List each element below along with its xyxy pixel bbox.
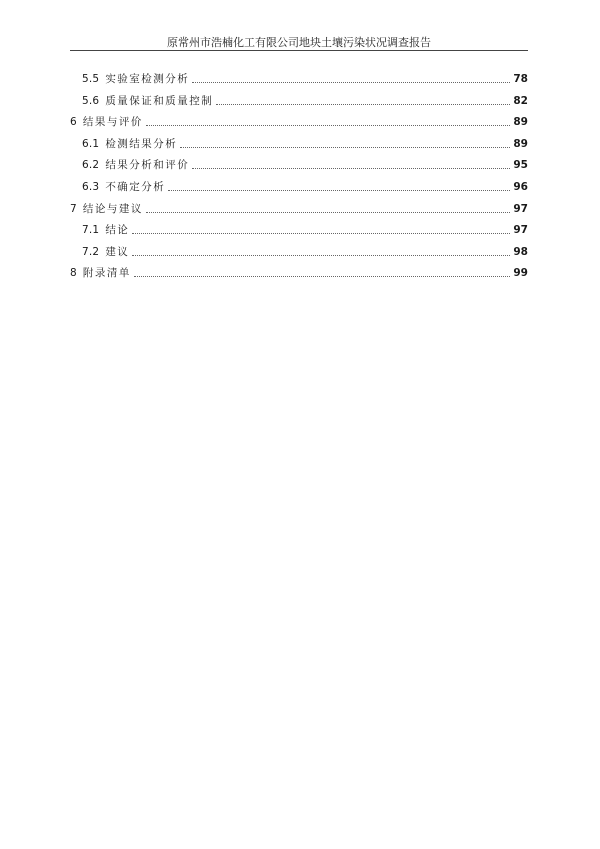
toc-entry-page-number: 97 bbox=[513, 202, 528, 215]
toc-entry-number: 5.5 bbox=[82, 73, 100, 85]
toc-entry-page-number: 96 bbox=[513, 181, 528, 193]
toc-entry[interactable] bbox=[82, 133, 528, 151]
toc-entry-number: 6.3 bbox=[82, 181, 100, 193]
toc-entry-title: 质量保证和质量控制 bbox=[105, 94, 214, 107]
toc-entry-title: 建议 bbox=[105, 245, 130, 258]
header-divider bbox=[70, 50, 528, 51]
toc-entry-page-number: 98 bbox=[513, 245, 528, 258]
toc-entry-number: 7.1 bbox=[82, 224, 100, 237]
toc-entry-title: 结论与建议 bbox=[82, 202, 143, 215]
toc-entry[interactable] bbox=[70, 198, 528, 216]
toc-leader-dots bbox=[192, 81, 510, 83]
toc-entry-number: 7.2 bbox=[82, 245, 100, 258]
toc-entry[interactable] bbox=[82, 68, 528, 86]
toc-entry[interactable] bbox=[82, 90, 528, 108]
toc-leader-dots bbox=[132, 232, 510, 234]
toc-entry[interactable] bbox=[82, 176, 528, 194]
toc-entry-page-number: 99 bbox=[513, 267, 528, 280]
toc-leader-dots bbox=[192, 167, 510, 169]
toc-entry-number: 5.6 bbox=[82, 94, 100, 107]
toc-entry-page-number: 97 bbox=[513, 224, 528, 237]
toc-entry-title: 检测结果分析 bbox=[105, 137, 178, 150]
toc-leader-dots bbox=[180, 146, 510, 148]
toc-entry-number: 7 bbox=[70, 202, 77, 215]
toc-leader-dots bbox=[168, 189, 510, 191]
toc-entry-number: 8 bbox=[70, 267, 77, 280]
toc-entry-title: 结果与评价 bbox=[82, 116, 143, 129]
toc-entry-number: 6.1 bbox=[82, 137, 100, 150]
toc-entry-page-number: 78 bbox=[513, 73, 528, 85]
toc-leader-dots bbox=[132, 254, 510, 256]
toc-entry[interactable] bbox=[82, 154, 528, 172]
toc-entry-page-number: 89 bbox=[513, 116, 528, 129]
toc-entry-title: 结论 bbox=[105, 224, 130, 237]
toc-leader-dots bbox=[216, 103, 510, 105]
toc-entry-page-number: 95 bbox=[513, 159, 528, 172]
toc-leader-dots bbox=[146, 211, 510, 213]
toc-entry[interactable] bbox=[70, 111, 528, 129]
toc-leader-dots bbox=[134, 275, 510, 277]
toc-entry[interactable] bbox=[70, 262, 528, 280]
toc-entry[interactable] bbox=[82, 241, 528, 259]
toc-leader-dots bbox=[146, 124, 510, 126]
toc-entry-page-number: 82 bbox=[513, 94, 528, 107]
toc-entry-page-number: 89 bbox=[513, 137, 528, 150]
toc-entry-number: 6.2 bbox=[82, 159, 100, 172]
toc-entry[interactable] bbox=[82, 219, 528, 237]
toc-entry-number: 6 bbox=[70, 116, 77, 129]
toc-entry-title: 实验室检测分析 bbox=[105, 73, 190, 85]
toc-entry-title: 附录清单 bbox=[82, 267, 131, 280]
toc-entry-title: 结果分析和评价 bbox=[105, 159, 190, 172]
page-header: 原常州市浩楠化工有限公司地块土壤污染状况调查报告 bbox=[167, 36, 431, 49]
toc-entry-title: 不确定分析 bbox=[105, 181, 166, 193]
